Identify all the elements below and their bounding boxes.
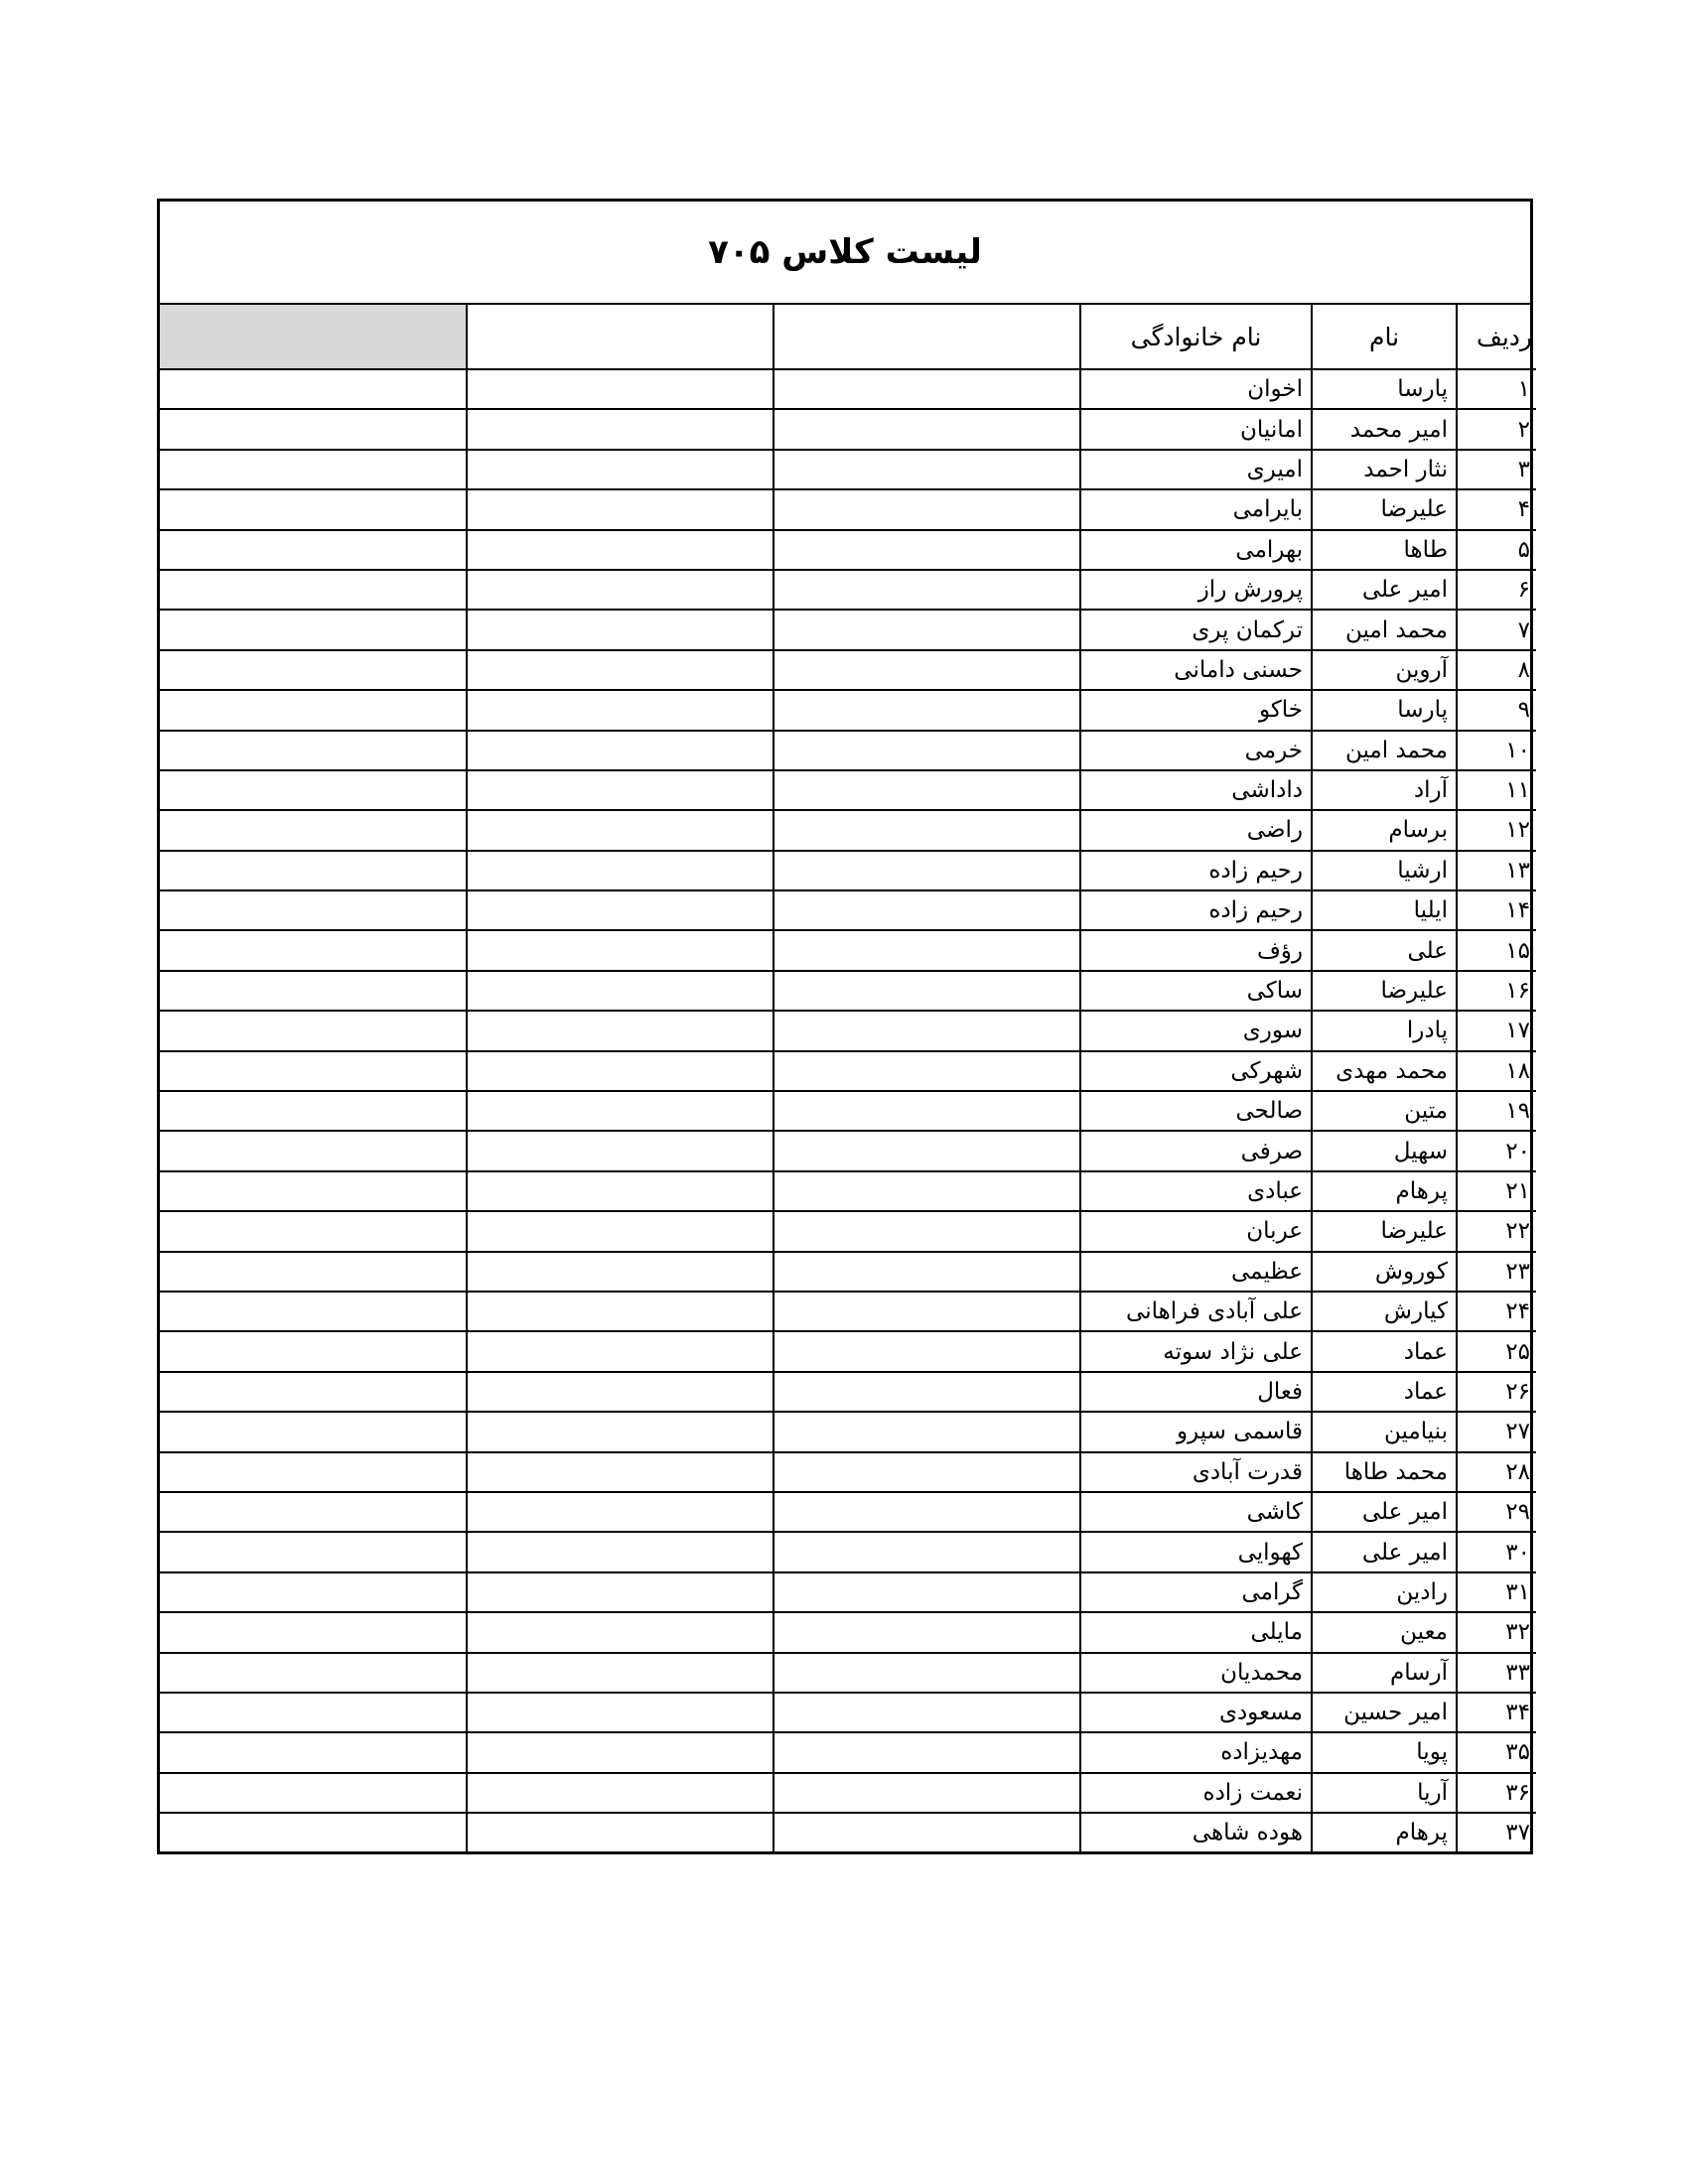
row-last-name: فعال [1080, 1372, 1312, 1412]
row-index: ۳۳ [1457, 1653, 1536, 1693]
row-empty-cell [774, 1372, 1080, 1412]
row-last-name: عربان [1080, 1211, 1312, 1251]
table-row [160, 1292, 1536, 1331]
row-empty-cell [160, 1091, 467, 1131]
row-empty-cell [774, 690, 1080, 730]
row-empty-cell [160, 890, 467, 930]
table-row [160, 890, 1536, 930]
row-first-name: آریا [1312, 1773, 1457, 1813]
row-empty-cell [160, 1051, 467, 1091]
row-index: ۳۷ [1457, 1813, 1536, 1851]
row-last-name: خاکو [1080, 690, 1312, 730]
row-index: ۲ [1457, 409, 1536, 449]
row-empty-cell [467, 1572, 774, 1612]
row-last-name: مهدیزاده [1080, 1732, 1312, 1772]
row-empty-cell [160, 1572, 467, 1612]
row-empty-cell [160, 1412, 467, 1451]
row-empty-cell [774, 489, 1080, 529]
table-row [160, 1412, 1536, 1451]
row-empty-cell [160, 1492, 467, 1532]
row-empty-cell [160, 409, 467, 449]
row-empty-cell [774, 1492, 1080, 1532]
row-first-name: نثار احمد [1312, 450, 1457, 489]
row-last-name: هوده شاهی [1080, 1813, 1312, 1851]
row-index: ۲۶ [1457, 1372, 1536, 1412]
row-first-name: برسام [1312, 810, 1457, 850]
row-index: ۲۷ [1457, 1412, 1536, 1451]
row-first-name: پارسا [1312, 690, 1457, 730]
row-index: ۳۱ [1457, 1572, 1536, 1612]
row-index: ۱۰ [1457, 731, 1536, 770]
row-last-name: مایلی [1080, 1612, 1312, 1652]
row-empty-cell [467, 1211, 774, 1251]
row-first-name: کوروش [1312, 1252, 1457, 1292]
row-first-name: کیارش [1312, 1292, 1457, 1331]
row-first-name: امیر محمد [1312, 409, 1457, 449]
row-empty-cell [467, 690, 774, 730]
row-index: ۵ [1457, 530, 1536, 570]
row-first-name: آراد [1312, 770, 1457, 810]
header-row [160, 305, 1536, 369]
row-last-name: نعمت زاده [1080, 1773, 1312, 1813]
row-empty-cell [160, 1612, 467, 1652]
row-empty-cell [160, 489, 467, 529]
row-last-name: محمدیان [1080, 1653, 1312, 1693]
row-empty-cell [774, 369, 1080, 409]
row-empty-cell [467, 409, 774, 449]
row-index: ۲۳ [1457, 1252, 1536, 1292]
row-index: ۸ [1457, 650, 1536, 690]
row-index: ۲۹ [1457, 1492, 1536, 1532]
header-index: ردیف [1457, 305, 1536, 369]
row-empty-cell [774, 1292, 1080, 1331]
row-index: ۲۰ [1457, 1131, 1536, 1170]
table-row [160, 409, 1536, 449]
row-first-name: پرهام [1312, 1171, 1457, 1211]
table-row [160, 1612, 1536, 1652]
row-last-name: قاسمی سپرو [1080, 1412, 1312, 1451]
row-index: ۳۶ [1457, 1773, 1536, 1813]
row-last-name: حسنی دامانی [1080, 650, 1312, 690]
row-empty-cell [774, 1091, 1080, 1131]
row-empty-cell [467, 851, 774, 890]
row-empty-cell [467, 1693, 774, 1732]
row-last-name: علی آبادی فراهانی [1080, 1292, 1312, 1331]
row-index: ۳۰ [1457, 1532, 1536, 1571]
row-empty-cell [467, 1372, 774, 1412]
table-row [160, 770, 1536, 810]
row-first-name: طاها [1312, 530, 1457, 570]
row-empty-cell [774, 1171, 1080, 1211]
table-row [160, 1773, 1536, 1813]
row-empty-cell [160, 450, 467, 489]
row-first-name: محمد طاها [1312, 1452, 1457, 1492]
row-index: ۲۸ [1457, 1452, 1536, 1492]
row-first-name: محمد امین [1312, 610, 1457, 649]
table-row [160, 1813, 1536, 1851]
row-empty-cell [467, 650, 774, 690]
row-last-name: مسعودی [1080, 1693, 1312, 1732]
row-last-name: ترکمان پری [1080, 610, 1312, 649]
table-row [160, 1131, 1536, 1170]
row-empty-cell [774, 409, 1080, 449]
class-list-sheet [157, 199, 1533, 1854]
row-empty-cell [774, 1653, 1080, 1693]
row-index: ۷ [1457, 610, 1536, 649]
table-row [160, 810, 1536, 850]
row-last-name: رحیم زاده [1080, 890, 1312, 930]
row-empty-cell [467, 1171, 774, 1211]
row-last-name: عظیمی [1080, 1252, 1312, 1292]
table-row [160, 1171, 1536, 1211]
row-empty-cell [774, 731, 1080, 770]
row-index: ۱۱ [1457, 770, 1536, 810]
table-row [160, 971, 1536, 1011]
row-empty-cell [774, 1051, 1080, 1091]
row-empty-cell [774, 971, 1080, 1011]
row-last-name: کهوایی [1080, 1532, 1312, 1571]
row-empty-cell [774, 1211, 1080, 1251]
table-row [160, 489, 1536, 529]
row-empty-cell [774, 1452, 1080, 1492]
row-empty-cell [160, 731, 467, 770]
row-last-name: کاشی [1080, 1492, 1312, 1532]
row-index: ۱۸ [1457, 1051, 1536, 1091]
table-row [160, 930, 1536, 970]
row-empty-cell [467, 610, 774, 649]
row-first-name: علیرضا [1312, 971, 1457, 1011]
row-first-name: محمد مهدی [1312, 1051, 1457, 1091]
row-empty-cell [467, 1653, 774, 1693]
row-empty-cell [467, 1732, 774, 1772]
row-index: ۲۲ [1457, 1211, 1536, 1251]
row-empty-cell [160, 1372, 467, 1412]
row-empty-cell [160, 690, 467, 730]
table-row [160, 1091, 1536, 1131]
row-empty-cell [160, 1532, 467, 1571]
row-index: ۲۴ [1457, 1292, 1536, 1331]
table-row [160, 1331, 1536, 1371]
row-empty-cell [467, 1532, 774, 1571]
row-empty-cell [467, 1051, 774, 1091]
row-first-name: علیرضا [1312, 1211, 1457, 1251]
row-empty-cell [467, 450, 774, 489]
row-empty-cell [774, 1693, 1080, 1732]
row-empty-cell [467, 1492, 774, 1532]
row-first-name: علیرضا [1312, 489, 1457, 529]
row-index: ۱۵ [1457, 930, 1536, 970]
header-empty-shaded [160, 305, 467, 369]
table-row [160, 1372, 1536, 1412]
row-index: ۱۲ [1457, 810, 1536, 850]
row-empty-cell [467, 930, 774, 970]
row-empty-cell [467, 530, 774, 570]
row-empty-cell [774, 851, 1080, 890]
page-title: لیست کلاس ۷۰۵ [708, 232, 982, 272]
table-row [160, 1572, 1536, 1612]
row-empty-cell [467, 890, 774, 930]
row-index: ۲۵ [1457, 1331, 1536, 1371]
row-index: ۳۲ [1457, 1612, 1536, 1652]
row-empty-cell [160, 530, 467, 570]
table-row [160, 690, 1536, 730]
row-empty-cell [160, 1653, 467, 1693]
row-empty-cell [774, 1732, 1080, 1772]
row-empty-cell [774, 1532, 1080, 1571]
table-row [160, 1211, 1536, 1251]
table-row [160, 610, 1536, 649]
row-empty-cell [160, 1171, 467, 1211]
row-empty-cell [467, 971, 774, 1011]
row-first-name: ایلیا [1312, 890, 1457, 930]
row-first-name: بنیامین [1312, 1412, 1457, 1451]
row-last-name: راضی [1080, 810, 1312, 850]
row-empty-cell [467, 1091, 774, 1131]
row-first-name: آرسام [1312, 1653, 1457, 1693]
row-empty-cell [467, 1813, 774, 1851]
table-row [160, 851, 1536, 890]
row-last-name: عبادی [1080, 1171, 1312, 1211]
row-first-name: رادین [1312, 1572, 1457, 1612]
row-empty-cell [160, 851, 467, 890]
row-empty-cell [467, 570, 774, 610]
row-empty-cell [774, 930, 1080, 970]
header-first-name: نام [1312, 305, 1457, 369]
row-empty-cell [467, 770, 774, 810]
row-empty-cell [774, 650, 1080, 690]
row-first-name: علی [1312, 930, 1457, 970]
row-empty-cell [467, 1131, 774, 1170]
table-row [160, 450, 1536, 489]
row-last-name: بهرامی [1080, 530, 1312, 570]
row-last-name: امیری [1080, 450, 1312, 489]
row-empty-cell [160, 930, 467, 970]
table-row [160, 530, 1536, 570]
row-empty-cell [774, 1131, 1080, 1170]
row-first-name: پرهام [1312, 1813, 1457, 1851]
row-empty-cell [160, 570, 467, 610]
header-empty-1 [774, 305, 1080, 369]
row-index: ۳ [1457, 450, 1536, 489]
table-row [160, 1252, 1536, 1292]
table-row [160, 1653, 1536, 1693]
row-index: ۱۴ [1457, 890, 1536, 930]
row-last-name: صرفی [1080, 1131, 1312, 1170]
row-index: ۱۷ [1457, 1011, 1536, 1050]
row-empty-cell [774, 1011, 1080, 1050]
row-last-name: شهرکی [1080, 1051, 1312, 1091]
row-last-name: رحیم زاده [1080, 851, 1312, 890]
row-empty-cell [160, 810, 467, 850]
row-empty-cell [467, 731, 774, 770]
row-last-name: رؤف [1080, 930, 1312, 970]
row-first-name: امیر علی [1312, 1532, 1457, 1571]
row-index: ۹ [1457, 690, 1536, 730]
row-empty-cell [774, 570, 1080, 610]
row-empty-cell [160, 770, 467, 810]
row-last-name: خرمی [1080, 731, 1312, 770]
row-empty-cell [160, 610, 467, 649]
row-index: ۱ [1457, 369, 1536, 409]
row-empty-cell [467, 1612, 774, 1652]
header-empty-2 [467, 305, 774, 369]
row-first-name: آروین [1312, 650, 1457, 690]
table-row [160, 650, 1536, 690]
row-last-name: صالحی [1080, 1091, 1312, 1131]
row-last-name: قدرت آبادی [1080, 1452, 1312, 1492]
row-empty-cell [160, 1693, 467, 1732]
row-empty-cell [774, 1813, 1080, 1851]
row-empty-cell [467, 369, 774, 409]
row-empty-cell [774, 770, 1080, 810]
row-first-name: امیر علی [1312, 570, 1457, 610]
row-empty-cell [160, 1011, 467, 1050]
table-row [160, 1693, 1536, 1732]
row-empty-cell [160, 1131, 467, 1170]
row-empty-cell [160, 369, 467, 409]
table-row [160, 570, 1536, 610]
row-first-name: معین [1312, 1612, 1457, 1652]
row-first-name: متین [1312, 1091, 1457, 1131]
student-table [160, 305, 1536, 1851]
row-first-name: ارشیا [1312, 851, 1457, 890]
row-index: ۱۳ [1457, 851, 1536, 890]
row-empty-cell [467, 1452, 774, 1492]
row-empty-cell [774, 450, 1080, 489]
row-empty-cell [467, 489, 774, 529]
row-index: ۴ [1457, 489, 1536, 529]
row-empty-cell [467, 1011, 774, 1050]
row-empty-cell [774, 1773, 1080, 1813]
table-row [160, 1051, 1536, 1091]
row-first-name: عماد [1312, 1372, 1457, 1412]
row-empty-cell [774, 530, 1080, 570]
row-empty-cell [774, 890, 1080, 930]
row-empty-cell [160, 1813, 467, 1851]
row-first-name: امیر علی [1312, 1492, 1457, 1532]
row-empty-cell [467, 1292, 774, 1331]
row-empty-cell [774, 610, 1080, 649]
row-last-name: اخوان [1080, 369, 1312, 409]
row-index: ۶ [1457, 570, 1536, 610]
row-empty-cell [160, 1252, 467, 1292]
table-row [160, 1452, 1536, 1492]
row-empty-cell [160, 1773, 467, 1813]
row-empty-cell [160, 1452, 467, 1492]
row-empty-cell [774, 810, 1080, 850]
row-first-name: پادرا [1312, 1011, 1457, 1050]
row-empty-cell [160, 1732, 467, 1772]
row-first-name: پویا [1312, 1732, 1457, 1772]
row-index: ۱۶ [1457, 971, 1536, 1011]
row-first-name: محمد امین [1312, 731, 1457, 770]
header-last-name: نام خانوادگی [1080, 305, 1312, 369]
table-row [160, 1532, 1536, 1571]
row-last-name: علی نژاد سوته [1080, 1331, 1312, 1371]
row-empty-cell [774, 1331, 1080, 1371]
row-index: ۱۹ [1457, 1091, 1536, 1131]
row-index: ۳۴ [1457, 1693, 1536, 1732]
row-empty-cell [160, 971, 467, 1011]
table-row [160, 1732, 1536, 1772]
row-last-name: گرامی [1080, 1572, 1312, 1612]
row-index: ۲۱ [1457, 1171, 1536, 1211]
row-empty-cell [467, 810, 774, 850]
row-empty-cell [467, 1331, 774, 1371]
row-empty-cell [160, 1331, 467, 1371]
table-row [160, 1011, 1536, 1050]
row-last-name: داداشی [1080, 770, 1312, 810]
row-empty-cell [774, 1252, 1080, 1292]
row-empty-cell [160, 1211, 467, 1251]
table-row [160, 731, 1536, 770]
row-last-name: ساکی [1080, 971, 1312, 1011]
row-empty-cell [160, 1292, 467, 1331]
row-last-name: پرورش راز [1080, 570, 1312, 610]
row-empty-cell [160, 650, 467, 690]
row-first-name: سهیل [1312, 1131, 1457, 1170]
row-empty-cell [467, 1412, 774, 1451]
title-row [160, 202, 1530, 305]
row-first-name: امیر حسین [1312, 1693, 1457, 1732]
row-empty-cell [774, 1412, 1080, 1451]
row-last-name: بایرامی [1080, 489, 1312, 529]
row-empty-cell [467, 1773, 774, 1813]
row-empty-cell [467, 1252, 774, 1292]
row-last-name: امانیان [1080, 409, 1312, 449]
row-empty-cell [774, 1572, 1080, 1612]
row-empty-cell [774, 1612, 1080, 1652]
table-row [160, 1492, 1536, 1532]
table-row [160, 369, 1536, 409]
row-first-name: پارسا [1312, 369, 1457, 409]
row-index: ۳۵ [1457, 1732, 1536, 1772]
row-last-name: سوری [1080, 1011, 1312, 1050]
row-first-name: عماد [1312, 1331, 1457, 1371]
